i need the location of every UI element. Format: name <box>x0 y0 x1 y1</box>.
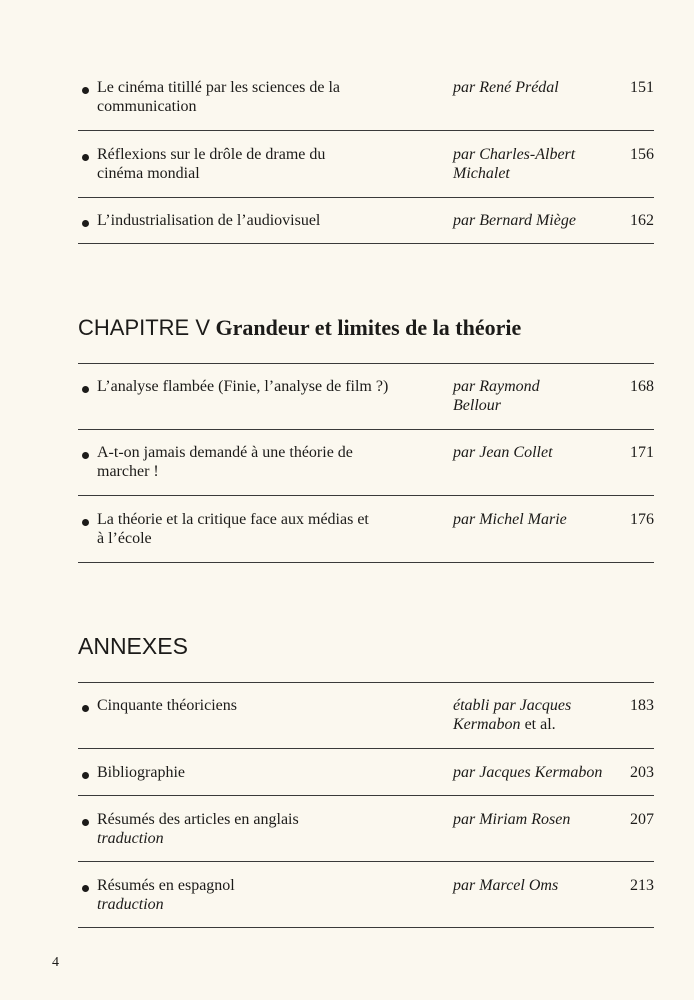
chapter-heading <box>78 315 521 341</box>
entry-title: Résumés en espagnol traduction <box>97 877 235 913</box>
chapter-label: CHAPITRE V <box>78 315 211 340</box>
bullet-icon <box>82 705 89 712</box>
entry-author: par Jacques Kermabon <box>453 764 603 781</box>
entry-title: Bibliographie <box>97 764 185 781</box>
bullet-icon <box>82 154 89 161</box>
entry-author: par Michel Marie <box>453 511 567 528</box>
entry-author: par Marcel Oms <box>453 877 559 894</box>
divider <box>78 795 654 796</box>
entry-title: Le cinéma titillé par les sciences de la communication <box>97 79 340 115</box>
divider <box>78 429 654 430</box>
entry-page: 213 <box>630 877 654 894</box>
bullet-icon <box>82 452 89 459</box>
entry-page: 176 <box>630 511 654 528</box>
entry-page: 171 <box>630 444 654 461</box>
entry-author: par René Prédal <box>453 79 559 96</box>
entry-page: 156 <box>630 146 654 163</box>
divider <box>78 861 654 862</box>
bullet-icon <box>82 87 89 94</box>
entry-author: établi par Jacques Kermabon et al. <box>453 697 572 733</box>
entry-page: 183 <box>630 697 654 714</box>
entry-title: A-t-on jamais demandé à une théorie de marcher ! <box>97 444 353 480</box>
bullet-icon <box>82 386 89 393</box>
divider <box>78 197 654 198</box>
entry-author: par Miriam Rosen <box>453 811 571 828</box>
entry-author: par Jean Collet <box>453 444 553 461</box>
entry-title: L’analyse flambée (Finie, l’analyse de film ?) <box>97 378 389 395</box>
bullet-icon <box>82 772 89 779</box>
entry-page: 207 <box>630 811 654 828</box>
entry-title: La théorie et la critique face aux médias et à l’école <box>97 511 369 547</box>
divider <box>78 748 654 749</box>
divider <box>78 495 654 496</box>
entry-title: Réflexions sur le drôle de drame du cinéma mondial <box>97 146 326 182</box>
entry-page: 162 <box>630 212 654 229</box>
entry-title: L’industrialisation de l’audiovisuel <box>97 212 321 229</box>
page-number: 4 <box>52 955 59 970</box>
divider <box>78 562 654 563</box>
entry-author: par Charles-Albert Michalet <box>453 146 576 182</box>
divider <box>78 363 654 364</box>
divider <box>78 927 654 928</box>
bullet-icon <box>82 885 89 892</box>
entry-title: Résumés des articles en anglais traduction <box>97 811 299 847</box>
entry-page: 168 <box>630 378 654 395</box>
divider <box>78 130 654 131</box>
divider <box>78 243 654 244</box>
bullet-icon <box>82 519 89 526</box>
entry-page: 203 <box>630 764 654 781</box>
divider <box>78 682 654 683</box>
bullet-icon <box>82 819 89 826</box>
entry-page: 151 <box>630 79 654 96</box>
entry-title: Cinquante théoriciens <box>97 697 237 714</box>
entry-author: par Raymond Bellour <box>453 378 540 414</box>
entry-author: par Bernard Miège <box>453 212 576 229</box>
annexes-heading: ANNEXES <box>78 633 188 659</box>
chapter-title: Grandeur et limites de la théorie <box>215 315 522 340</box>
bullet-icon <box>82 220 89 227</box>
